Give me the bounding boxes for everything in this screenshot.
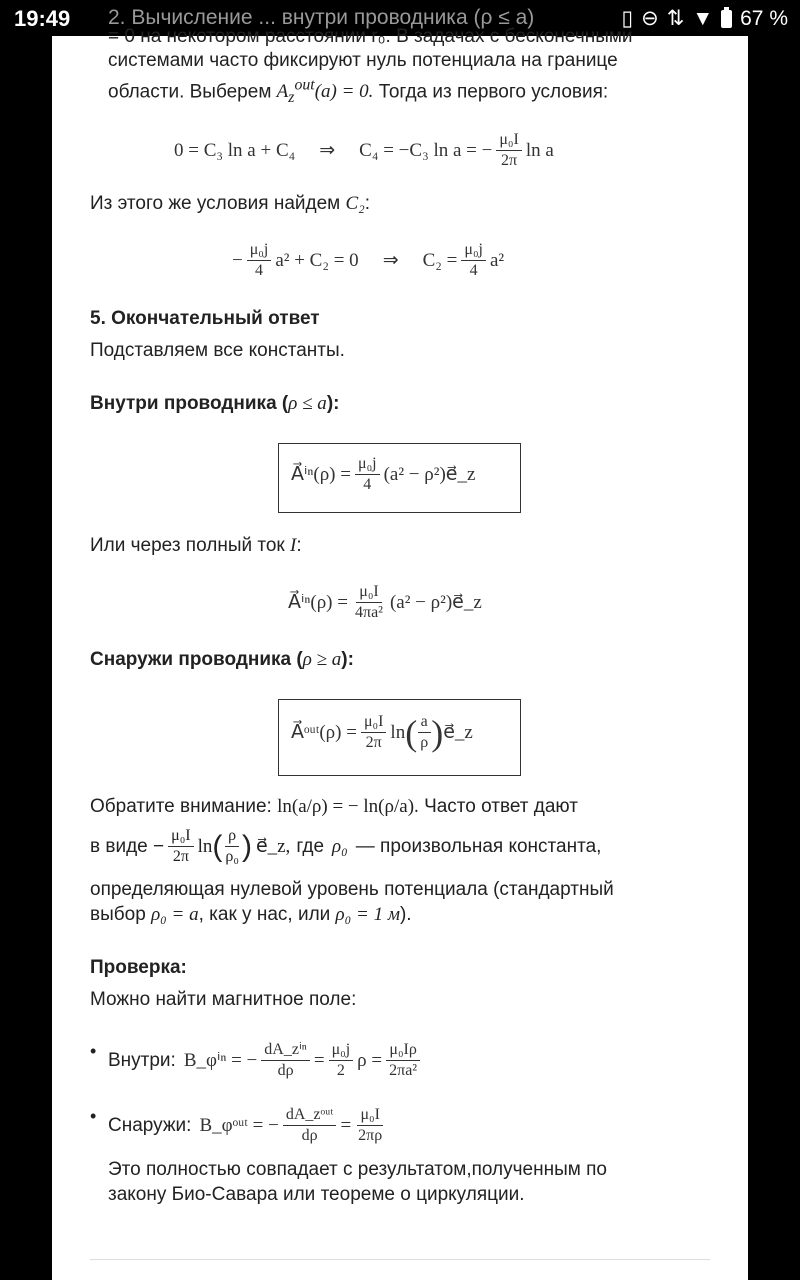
- text-span: Снаружи проводника (: [90, 649, 303, 670]
- math-inline: e⃗_z,: [255, 835, 291, 857]
- eq-part: A⃗ᵒᵘᵗ(ρ) =: [291, 722, 357, 743]
- math-inline: I: [290, 535, 297, 556]
- numerator: μ₀I: [361, 712, 386, 733]
- status-icons: [622, 6, 788, 31]
- fraction: [461, 240, 486, 281]
- right-paren: ): [431, 712, 444, 753]
- numerator: μ₀I: [357, 1105, 382, 1126]
- equation: [291, 454, 475, 495]
- eq-part: =: [313, 1049, 325, 1071]
- equation: [184, 1040, 424, 1081]
- eq-part: B_φᵒᵘᵗ = −: [199, 1114, 279, 1136]
- text-span: Или через полный ток: [90, 535, 285, 556]
- fraction: [496, 130, 521, 171]
- left-paren: (: [212, 829, 223, 863]
- denominator: 2: [336, 1062, 345, 1079]
- do-not-disturb-icon: ⊖: [641, 7, 659, 30]
- eq-part: a² + C₂ = 0: [275, 249, 359, 271]
- eq-part: −: [232, 249, 243, 271]
- denominator: 4: [363, 476, 372, 493]
- fraction: [355, 454, 380, 495]
- battery-icon: [721, 10, 732, 28]
- denominator: dρ: [277, 1062, 294, 1079]
- section-heading: 5. Окончательный ответ: [90, 308, 320, 329]
- fraction: [352, 582, 386, 623]
- eq-part: ln a: [525, 139, 554, 161]
- divider: [90, 1259, 710, 1260]
- eq-part: A⃗ⁱⁿ(ρ) =: [288, 592, 348, 613]
- equation-c2: [232, 240, 504, 281]
- paragraph-line: [90, 826, 601, 867]
- status-time: 19:49: [14, 6, 71, 31]
- vibrate-icon: ▯: [621, 7, 634, 30]
- eq-part: (a² − ρ²)e⃗_z: [389, 592, 482, 613]
- implies-symbol: ⇒: [382, 250, 399, 271]
- numerator: μ₀j: [461, 240, 486, 261]
- equation-in-current: [288, 582, 482, 623]
- paragraph-line: [90, 794, 578, 820]
- text-span: ):: [326, 393, 340, 414]
- text-span: Обратите внимание:: [90, 796, 272, 817]
- paragraph-line: Подставляем все константы.: [90, 340, 345, 361]
- numerator: dA_zᵒᵘᵗ: [283, 1105, 337, 1126]
- eq-part: C₄ = −C₃ ln a = −: [359, 139, 493, 161]
- denominator: dρ: [301, 1127, 318, 1144]
- text-span: выбор: [90, 904, 146, 925]
- paragraph-line: системами часто фиксируют нуль потенциала на границе: [108, 50, 618, 71]
- paragraph-line: Это полностью совпадает с результатом,полученным по: [108, 1159, 607, 1180]
- numerator: μ₀j: [355, 454, 380, 475]
- text-span: Внутри:: [108, 1049, 176, 1071]
- eq-part: a²: [489, 249, 505, 271]
- eq-part: ρ =: [357, 1049, 383, 1071]
- boxed-equation-inside: [278, 443, 521, 513]
- equation: [291, 712, 473, 753]
- eq-part: e⃗_z: [443, 722, 473, 743]
- implies-symbol: ⇒: [319, 140, 336, 161]
- eq-part: C₂ =: [422, 249, 458, 271]
- math-inline: ρ₀ = 1 м: [335, 904, 400, 925]
- data-arrows-icon: ⇅: [666, 7, 685, 30]
- text-span: Из этого же условия найдем: [90, 193, 341, 214]
- fraction: [168, 826, 193, 867]
- eq-part: A⃗ⁱⁿ(ρ) =: [291, 464, 351, 485]
- right-paren: ): [241, 829, 252, 863]
- denominator: ρ₀: [225, 848, 239, 865]
- bullet-dot: •: [90, 1041, 97, 1061]
- denominator: 4: [469, 262, 478, 279]
- text-span: области. Выберем: [108, 81, 272, 103]
- eq-part: B_φⁱⁿ = −: [183, 1049, 258, 1071]
- eq-part: =: [340, 1114, 352, 1136]
- text-span: в виде −: [90, 835, 165, 857]
- text-span: Внутри проводника (: [90, 393, 289, 414]
- math-inline: ρ ≤ a: [288, 393, 327, 414]
- denominator: ρ: [420, 734, 429, 751]
- denominator: 4πa²: [354, 604, 383, 621]
- fraction: [222, 826, 242, 867]
- math-inline: ρ₀ = a: [151, 904, 199, 925]
- battery-level: 67 %: [740, 6, 788, 30]
- text-span: Снаружи:: [108, 1114, 192, 1136]
- eq-part: 0 = C₃ ln a + C₄: [174, 139, 296, 161]
- fraction: [247, 240, 272, 281]
- wifi-icon: ▼: [692, 6, 714, 30]
- numerator: μ₀j: [329, 1040, 354, 1061]
- numerator: dA_zⁱⁿ: [261, 1040, 310, 1061]
- bullet-outside: [108, 1105, 389, 1146]
- numerator: μ₀j: [247, 240, 272, 261]
- numerator: μ₀I: [168, 826, 193, 847]
- denominator: 2πρ: [358, 1127, 383, 1144]
- subheading-outside: [90, 647, 354, 673]
- paragraph-line: Из этого же условия найдем C₂:: [90, 193, 371, 214]
- fraction: [355, 1105, 385, 1146]
- math-inline: $A_z^{out}(a) = 0$.: [276, 77, 374, 107]
- text-span: где: [296, 835, 325, 857]
- bullet-dot: •: [90, 1106, 97, 1126]
- fraction: [261, 1040, 310, 1081]
- text-span: ):: [341, 649, 354, 670]
- numerator: ρ: [225, 826, 239, 847]
- denominator: 2π: [365, 734, 382, 751]
- math-inline: ρ₀: [332, 835, 348, 857]
- math-inline: ln(a/ρ) = − ln(ρ/a).: [277, 796, 419, 817]
- paragraph-line: закону Био-Савара или теореме о циркуляции.: [108, 1184, 525, 1205]
- status-bar: [0, 0, 800, 36]
- text-span: — произвольная константа,: [355, 835, 602, 857]
- left-paren: (: [405, 712, 418, 753]
- denominator: 2π: [501, 152, 518, 169]
- paragraph-line: [108, 73, 608, 111]
- equation: [199, 1105, 389, 1146]
- text-span: , как у нас, или: [198, 904, 331, 925]
- numerator: μ₀I: [356, 582, 381, 603]
- paragraph-line: Можно найти магнитное поле:: [90, 989, 357, 1010]
- denominator: 2πa²: [389, 1062, 418, 1079]
- bullet-inside: [108, 1040, 424, 1081]
- equation-c4: [174, 130, 554, 171]
- paragraph-line: = 0 на некотором расстоянии r₀. В задачах с бесконечными: [108, 26, 633, 47]
- boxed-equation-outside: [278, 699, 521, 776]
- paragraph-line: определяющая нулевой уровень потенциала (стандартный: [90, 879, 614, 900]
- document-page[interactable]: [52, 6, 748, 1280]
- fraction: [417, 712, 431, 753]
- numerator: a: [418, 712, 431, 733]
- paragraph-line: [90, 902, 412, 928]
- fraction: [386, 1040, 420, 1081]
- fraction: [361, 712, 386, 753]
- eq-part: ln: [390, 721, 406, 743]
- check-heading: Проверка:: [90, 957, 187, 978]
- numerator: μ₀I: [496, 130, 521, 151]
- math-inline: ρ ≥ a: [302, 649, 342, 670]
- numerator: μ₀Iρ: [386, 1040, 419, 1061]
- text-span: Часто ответ дают: [424, 796, 578, 817]
- eq-part: (a² − ρ²)e⃗_z: [383, 464, 476, 485]
- text-span: Тогда из первого условия:: [378, 81, 609, 103]
- text-span: ).: [399, 904, 412, 925]
- math-inline: C₂: [345, 193, 365, 214]
- ghost-header: 2. Вычисление ... внутри проводника (ρ ≤ a): [108, 6, 535, 29]
- math-inline: ln: [197, 835, 213, 857]
- fraction: [283, 1105, 337, 1146]
- denominator: 4: [255, 262, 264, 279]
- paragraph-line: Или через полный ток I:: [90, 535, 302, 556]
- fraction: [329, 1040, 354, 1081]
- subheading-inside: [90, 391, 339, 417]
- denominator: 2π: [172, 848, 189, 865]
